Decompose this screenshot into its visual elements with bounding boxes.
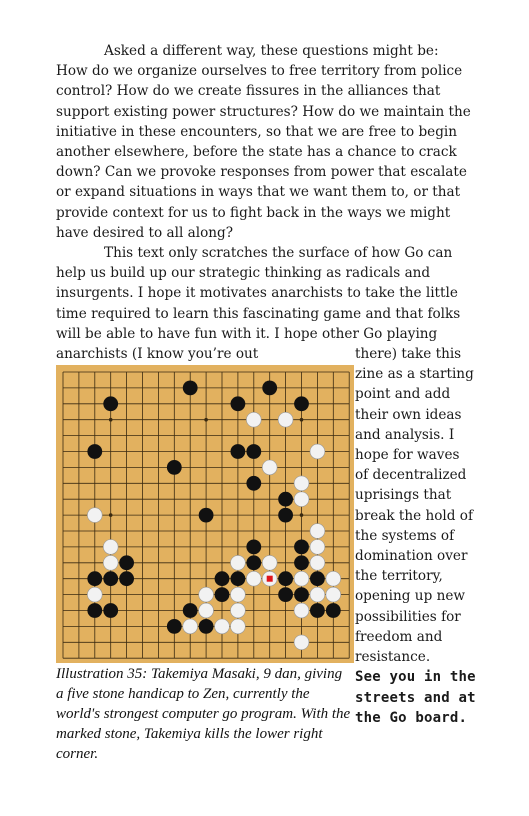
black-stone xyxy=(199,508,214,523)
illustration-caption: Illustration 35: Takemiya Masaki, 9 dan, giving a five stone handicap to Zen, currently the world's strongest computer go program. With the marked stone, Takemiya kills the lower right corner. xyxy=(56,666,351,762)
black-stone xyxy=(310,603,325,618)
black-stone xyxy=(103,603,118,618)
black-stone xyxy=(246,555,261,570)
black-stone xyxy=(278,508,293,523)
black-stone xyxy=(294,587,309,602)
white-stone xyxy=(294,603,309,618)
black-stone xyxy=(278,571,293,586)
white-stone xyxy=(294,635,309,650)
black-stone xyxy=(278,492,293,507)
closing-statement: See you in the streets and at the Go board. xyxy=(355,669,476,726)
star-point xyxy=(300,513,304,517)
white-stone xyxy=(294,476,309,491)
white-stone xyxy=(103,555,118,570)
white-stone xyxy=(87,508,102,523)
black-stone xyxy=(87,444,102,459)
white-stone xyxy=(231,587,246,602)
black-stone xyxy=(246,540,261,555)
white-stone xyxy=(246,412,261,427)
star-point xyxy=(300,418,304,422)
black-stone xyxy=(294,555,309,570)
white-stone xyxy=(326,571,341,586)
white-stone xyxy=(294,492,309,507)
white-stone xyxy=(103,540,118,555)
marked-stone-indicator xyxy=(267,576,273,582)
black-stone xyxy=(183,603,198,618)
white-stone xyxy=(231,603,246,618)
white-stone xyxy=(87,587,102,602)
black-stone xyxy=(231,444,246,459)
white-stone xyxy=(183,619,198,634)
paragraph-1 xyxy=(56,41,474,243)
white-stone xyxy=(278,412,293,427)
black-stone xyxy=(246,444,261,459)
white-stone xyxy=(294,571,309,586)
black-stone xyxy=(199,619,214,634)
black-stone xyxy=(103,396,118,411)
black-stone xyxy=(103,571,118,586)
star-point xyxy=(109,513,113,517)
black-stone xyxy=(87,603,102,618)
white-stone xyxy=(310,444,325,459)
black-stone xyxy=(294,540,309,555)
black-stone xyxy=(231,571,246,586)
black-stone xyxy=(262,381,277,396)
black-stone xyxy=(119,571,134,586)
black-stone xyxy=(278,587,293,602)
go-board xyxy=(56,365,354,663)
black-stone xyxy=(119,555,134,570)
star-point xyxy=(109,418,113,422)
white-stone xyxy=(246,571,261,586)
black-stone xyxy=(326,603,341,618)
paragraph-1-text: Asked a different way, these questions might be: How do we organize ourselves to free territory from police control? How do we create fissures in the alliances that support existing power structures? How do we maintain the initiative in these encounters, so that we are free to begin another elsewhere, before the state has a chance to crack down? Can we provoke responses from power that escalate or expand situations in ways that we want them to, or that provide context for us to fight back in the ways we might have desired to all along? xyxy=(56,43,471,241)
black-stone xyxy=(215,571,230,586)
white-stone xyxy=(310,524,325,539)
white-stone xyxy=(231,555,246,570)
black-stone xyxy=(215,587,230,602)
black-stone xyxy=(310,571,325,586)
white-stone xyxy=(199,587,214,602)
star-point xyxy=(204,418,208,422)
paragraph-2-text: This text only scratches the surface of how Go can help us build up our strategic thinking as radicals and insurgents. I hope it motivates anarchists to take the little time required to learn this fascinating game and that folks will be able to have fun with it. I hope other Go playing anarchists (I know you’re out xyxy=(56,245,461,363)
black-stone xyxy=(87,571,102,586)
white-stone xyxy=(310,540,325,555)
black-stone xyxy=(167,460,182,475)
black-stone xyxy=(231,396,246,411)
white-stone xyxy=(199,603,214,618)
white-stone xyxy=(215,619,230,634)
white-stone xyxy=(326,587,341,602)
white-stone xyxy=(262,555,277,570)
black-stone xyxy=(246,476,261,491)
black-stone xyxy=(167,619,182,634)
white-stone xyxy=(231,619,246,634)
white-stone xyxy=(310,587,325,602)
black-stone xyxy=(183,381,198,396)
black-stone xyxy=(294,396,309,411)
side-text: there) take this zine as a starting point and add their own ideas and analysis. I hope for waves of decentralized uprisings that break the hold of the systems of domination over the territory, opening up new possibilities for freedom and resistance. xyxy=(355,346,474,666)
white-stone xyxy=(310,555,325,570)
white-stone xyxy=(262,460,277,475)
go-board-illustration xyxy=(56,365,354,663)
